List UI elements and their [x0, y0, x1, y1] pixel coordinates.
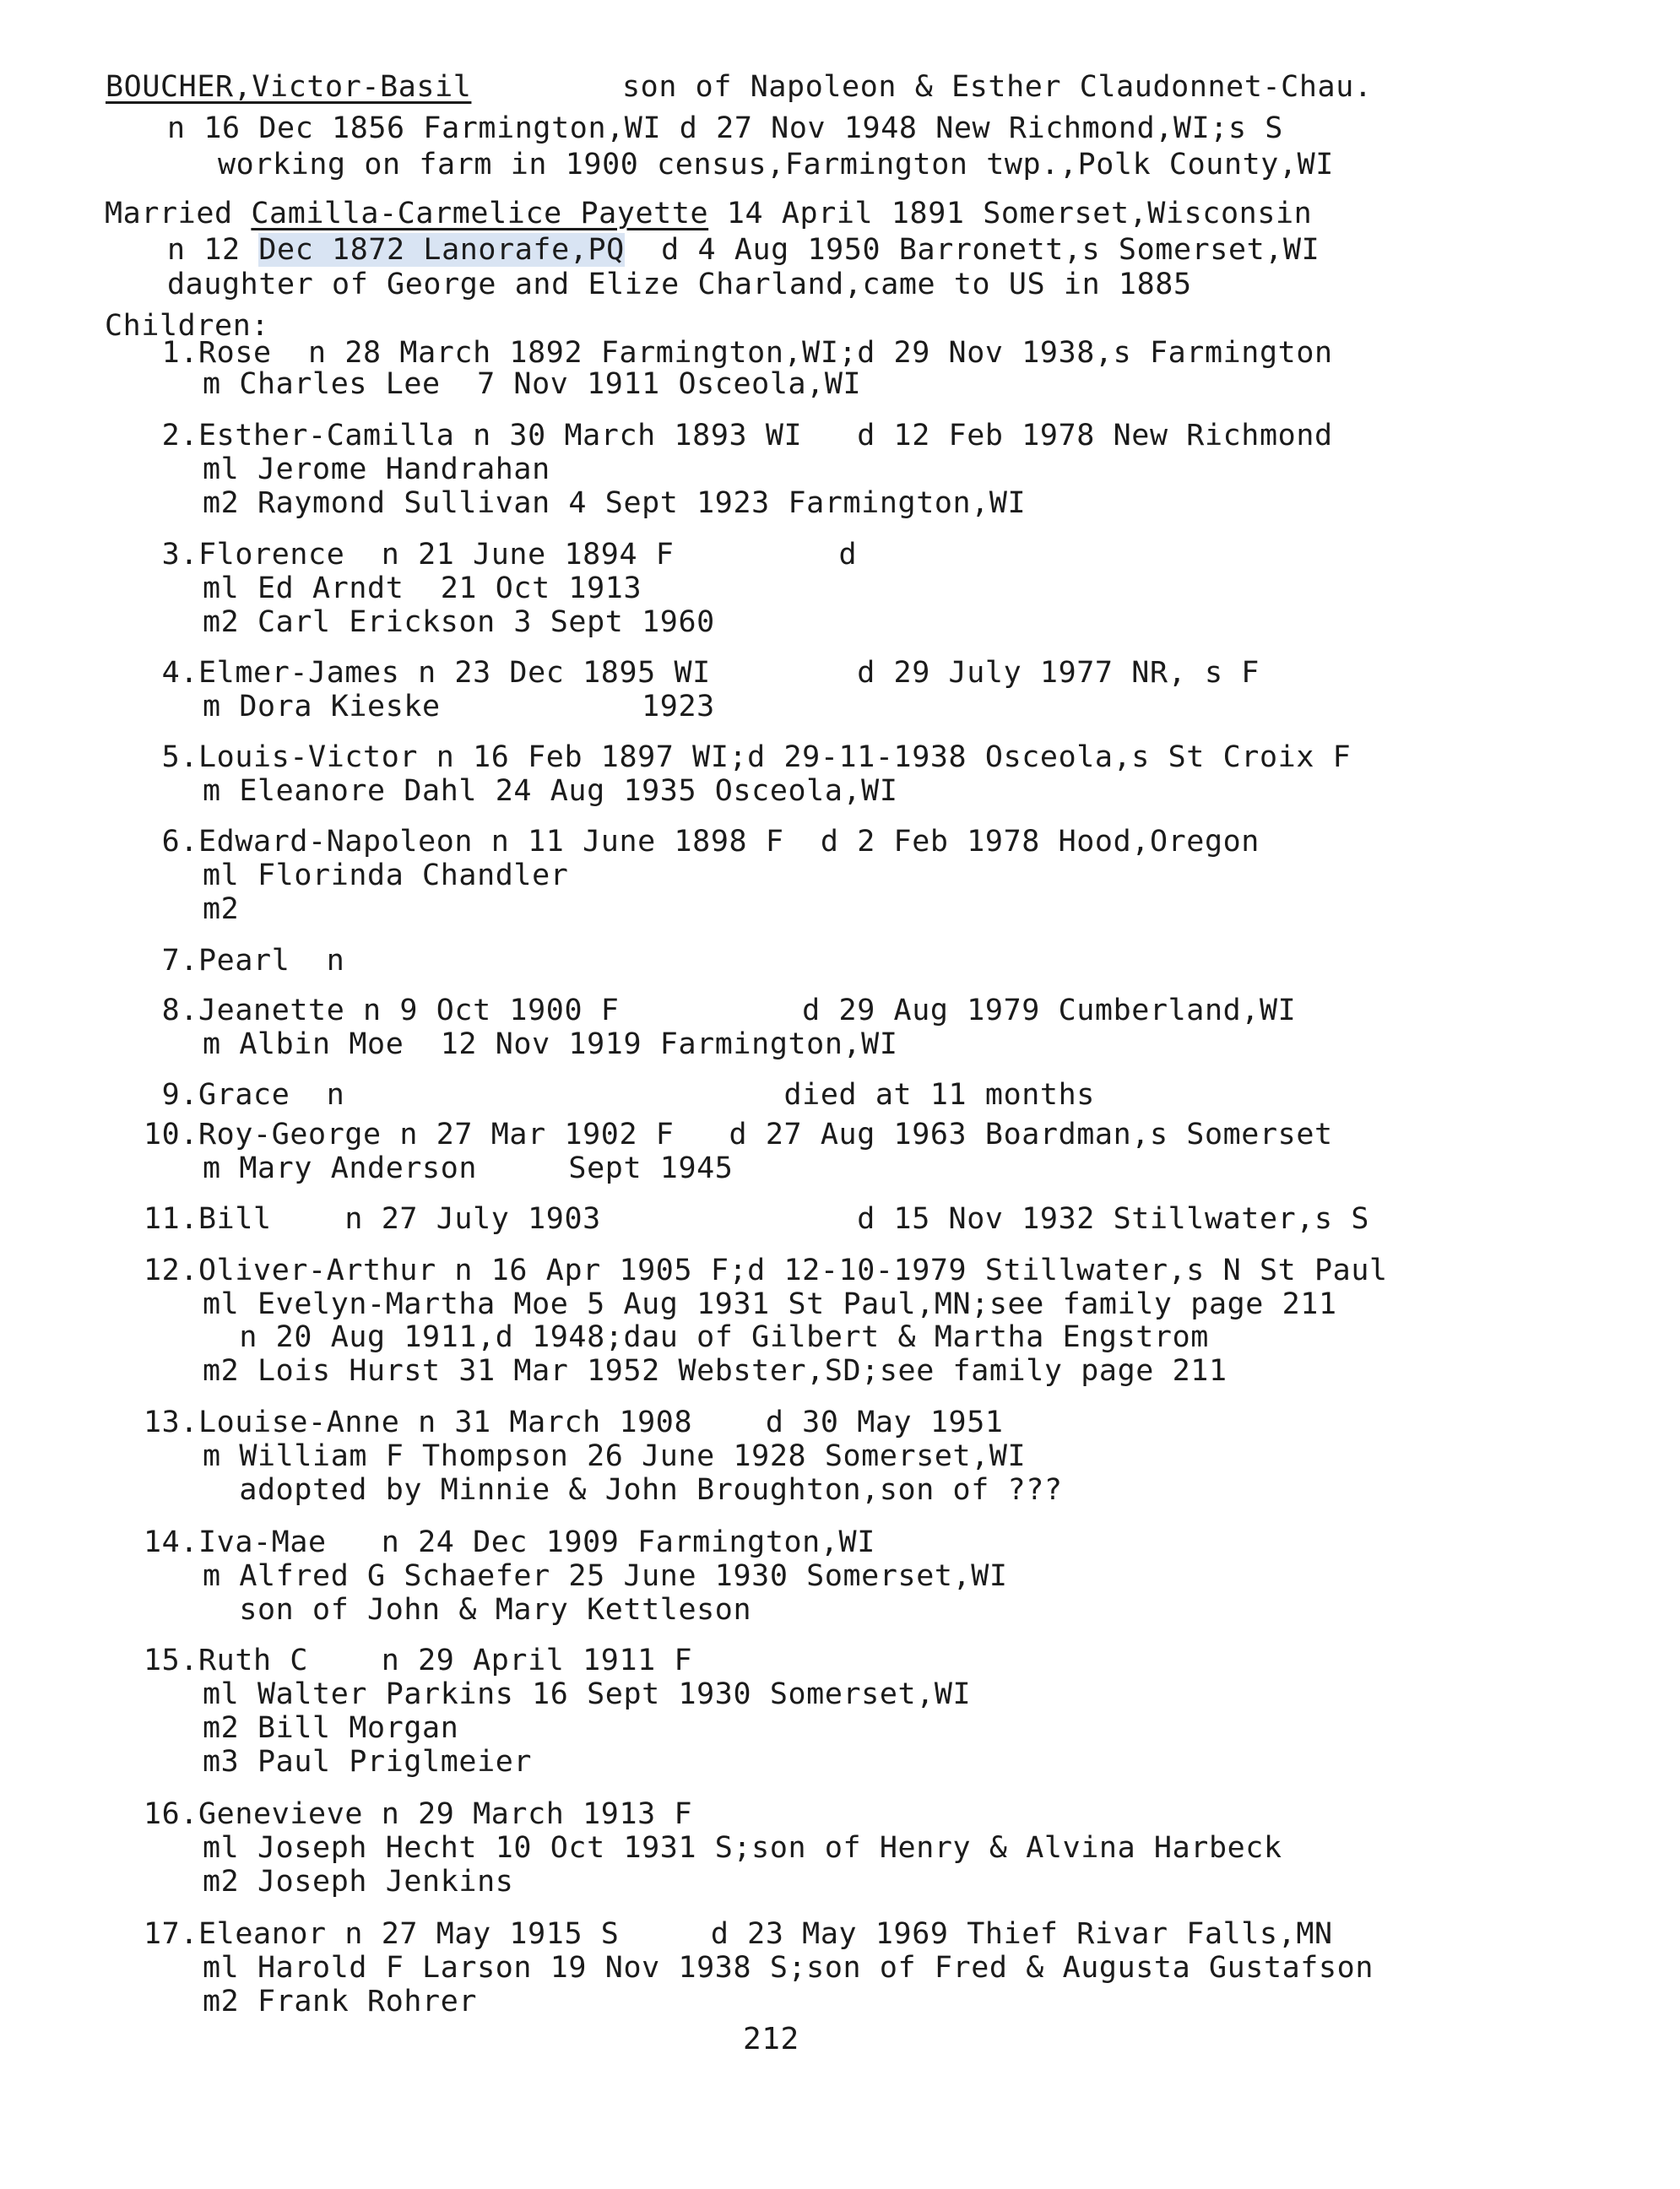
child-detail: m William F Thompson 26 June 1928 Somerset,WI: [203, 1439, 1027, 1473]
child-detail: m2 Bill Morgan: [203, 1711, 459, 1745]
child-detail: ml Florinda Chandler: [203, 859, 569, 892]
child-line: 13.Louise-Anne n 31 March 1908 d 30 May 1951: [144, 1406, 1004, 1439]
person-name: BOUCHER,Victor-Basil: [106, 70, 472, 104]
child-line: 6.Edward-Napoleon n 11 June 1898 F d 2 Feb 1978 Hood,Oregon: [144, 825, 1260, 859]
child-detail: m Albin Moe 12 Nov 1919 Farmington,WI: [203, 1027, 898, 1061]
child-line: 9.Grace n died at 11 months: [144, 1078, 1095, 1112]
child-line: 16.Genevieve n 29 March 1913 F: [144, 1797, 693, 1831]
child-detail: m Eleanore Dahl 24 Aug 1935 Osceola,WI: [203, 774, 898, 808]
page-number: 212: [743, 2022, 799, 2056]
child-line: 5.Louis-Victor n 16 Feb 1897 WI;d 29-11-1938 Osceola,s St Croix F: [144, 740, 1352, 774]
child-line: 10.Roy-George n 27 Mar 1902 F d 27 Aug 1963 Boardman,s Somerset: [144, 1118, 1333, 1151]
child-line: 7.Pearl n: [144, 944, 345, 978]
child-detail: m2 Lois Hurst 31 Mar 1952 Webster,SD;see family page 211: [203, 1354, 1227, 1388]
child-detail: ml Ed Arndt 21 Oct 1913: [203, 572, 642, 605]
spouse-name: Camilla-Carmelice Payette: [251, 197, 709, 230]
spouse-parents-line: daughter of George and Elize Charland,came to US in 1885: [167, 268, 1192, 301]
child-detail: ml Joseph Hecht 10 Oct 1931 S;son of Henry & Alvina Harbeck: [203, 1831, 1282, 1865]
child-detail: m2 Carl Erickson 3 Sept 1960: [203, 605, 715, 639]
child-detail: m2: [203, 892, 240, 926]
parents-text: son of Napoleon & Esther Claudonnet-Chau.: [622, 70, 1373, 104]
child-line: 14.Iva-Mae n 24 Dec 1909 Farmington,WI: [144, 1525, 875, 1559]
child-detail: son of John & Mary Kettleson: [203, 1593, 752, 1627]
children-label: Children:: [105, 309, 270, 343]
marriage-details: 14 April 1891 Somerset,Wisconsin: [708, 197, 1313, 230]
child-detail: m Alfred G Schaefer 25 June 1930 Somerset,WI: [203, 1559, 1008, 1593]
birth-death-line: n 16 Dec 1856 Farmington,WI d 27 Nov 1948 New Richmond,WI;s S: [167, 111, 1283, 145]
spouse-birth-line: n 12 Dec 1872 Lanorafe,PQ d 4 Aug 1950 Barronett,s Somerset,WI: [167, 233, 1320, 267]
child-detail: adopted by Minnie & John Broughton,son of ???: [203, 1473, 1063, 1507]
child-detail: m Dora Kieske 1923: [203, 690, 715, 723]
child-detail: ml Walter Parkins 16 Sept 1930 Somerset,WI: [203, 1677, 972, 1711]
child-line: 2.Esther-Camilla n 30 March 1893 WI d 12 Feb 1978 New Richmond: [144, 419, 1333, 452]
child-detail: ml Jerome Handrahan: [203, 452, 550, 486]
spouse-line: [105, 199, 1312, 229]
child-line: 8.Jeanette n 9 Oct 1900 F d 29 Aug 1979 Cumberland,WI: [144, 994, 1297, 1027]
child-detail: m Charles Lee 7 Nov 1911 Osceola,WI: [203, 367, 862, 401]
census-line: working on farm in 1900 census,Farmington twp.,Polk County,WI: [218, 148, 1334, 182]
child-detail: m2 Frank Rohrer: [203, 1985, 478, 2018]
child-detail: n 20 Aug 1911,d 1948;dau of Gilbert & Martha Engstrom: [203, 1320, 1209, 1354]
child-detail: m2 Joseph Jenkins: [203, 1865, 514, 1899]
child-line: 12.Oliver-Arthur n 16 Apr 1905 F;d 12-10-1979 Stillwater,s N St Paul: [144, 1254, 1388, 1287]
spouse-birth-place: Dec 1872 Lanorafe,PQ: [258, 233, 625, 267]
child-line: 4.Elmer-James n 23 Dec 1895 WI d 29 July 1977 NR, s F: [144, 656, 1260, 690]
child-detail: ml Evelyn-Martha Moe 5 Aug 1931 St Paul,MN;see family page 211: [203, 1287, 1337, 1321]
child-detail: m3 Paul Priglmeier: [203, 1745, 533, 1779]
married-label: Married: [105, 197, 233, 230]
child-line: 15.Ruth C n 29 April 1911 F: [144, 1644, 693, 1677]
child-detail: m Mary Anderson Sept 1945: [203, 1151, 734, 1185]
child-line: 1.Rose n 28 March 1892 Farmington,WI;d 29 Nov 1938,s Farmington: [144, 336, 1333, 370]
child-line: 3.Florence n 21 June 1894 F d: [144, 538, 858, 572]
child-detail: m2 Raymond Sullivan 4 Sept 1923 Farmington,WI: [203, 486, 1027, 520]
child-line: 11.Bill n 27 July 1903 d 15 Nov 1932 Stillwater,s S: [144, 1202, 1370, 1236]
child-line: 17.Eleanor n 27 May 1915 S d 23 May 1969 Thief Rivar Falls,MN: [144, 1917, 1333, 1951]
child-detail: ml Harold F Larson 19 Nov 1938 S;son of Fred & Augusta Gustafson: [203, 1951, 1374, 1985]
